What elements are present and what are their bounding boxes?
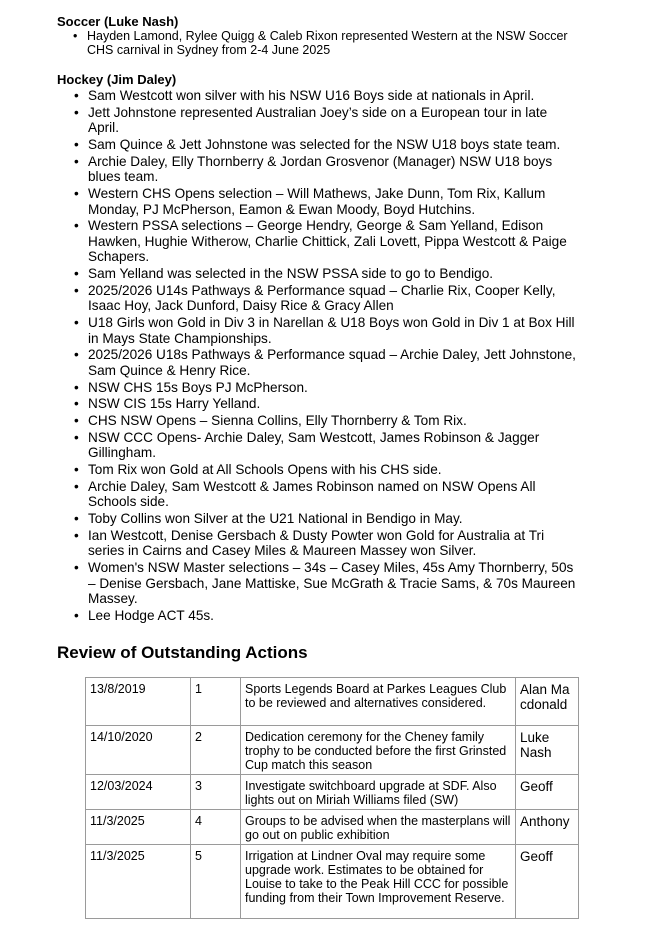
table-row: [86, 678, 579, 726]
list-item: • 2025/2026 U18s Pathways & Performance squad – Archie Daley, Jett Johnstone, Sam Quince & Henry Rice.: [57, 347, 577, 378]
date-cell: 13/8/2019: [86, 678, 191, 726]
owner-cell: Geoff: [516, 775, 579, 810]
list-item: • Ian Westcott, Denise Gersbach & Dusty Powter won Gold for Australia at Tri series in Cairns and Casey Miles & Maureen Massey won Silver.: [57, 528, 577, 559]
actions-table: [85, 677, 579, 919]
review-heading: Review of Outstanding Actions: [57, 643, 308, 662]
owner-cell: Anthony: [516, 810, 579, 845]
action-cell: Investigate switchboard upgrade at SDF. Also lights out on Miriah Williams filed (SW): [241, 775, 516, 810]
owner-cell: Luke Nash: [516, 726, 579, 775]
list-item: • Archie Daley, Elly Thornberry & Jordan Grosvenor (Manager) NSW U18 boys blues team.: [57, 154, 577, 185]
number-cell: 4: [191, 810, 241, 845]
list-item: • Jett Johnstone represented Australian Joey’s side on a European tour in late April.: [57, 105, 577, 136]
owner-cell: Alan Macdonald: [516, 678, 579, 726]
list-item: • NSW CCC Opens- Archie Daley, Sam Westcott, James Robinson & Jagger Gillingham.: [57, 430, 577, 461]
number-cell: 5: [191, 845, 241, 919]
list-item: • Archie Daley, Sam Westcott & James Robinson named on NSW Opens All Schools side.: [57, 479, 577, 510]
date-cell: 11/3/2025: [86, 845, 191, 919]
list-item: • Western PSSA selections – George Hendry, George & Sam Yelland, Edison Hawken, Hughie Witherow, Charlie Chittick, Zali Lovett, Pippa Westcott & Paige Schapers.: [57, 218, 577, 265]
date-cell: 12/03/2024: [86, 775, 191, 810]
list-item: • Sam Westcott won silver with his NSW U16 Boys side at nationals in April.: [57, 88, 577, 104]
table-row: [86, 845, 579, 919]
action-cell: Sports Legends Board at Parkes Leagues Club to be reviewed and alternatives considered.: [241, 678, 516, 726]
soccer-list: [57, 29, 597, 57]
list-item: • Women's NSW Master selections – 34s – Casey Miles, 45s Amy Thornberry, 50s – Denise Gersbach, Jane Mattiske, Sue McGrath & Tracie Sams, & 70s Maureen Massey.: [57, 560, 577, 607]
owner-cell: Geoff: [516, 845, 579, 919]
number-cell: 1: [191, 678, 241, 726]
list-item: • Sam Yelland was selected in the NSW PSSA side to go to Bendigo.: [57, 266, 577, 282]
date-cell: 11/3/2025: [86, 810, 191, 845]
list-item: • Tom Rix won Gold at All Schools Opens with his CHS side.: [57, 462, 577, 478]
list-item: • 2025/2026 U14s Pathways & Performance squad – Charlie Rix, Cooper Kelly, Isaac Hoy, Jack Dunford, Daisy Rice & Gracy Allen: [57, 283, 577, 314]
action-cell: Irrigation at Lindner Oval may require some upgrade work. Estimates to be obtained for Louise to take to the Peak Hill CCC for possible funding from their Town Improvement Reserve.: [241, 845, 516, 919]
date-cell: 14/10/2020: [86, 726, 191, 775]
table-row: [86, 775, 579, 810]
table-row: [86, 726, 579, 775]
soccer-heading: Soccer (Luke Nash): [57, 14, 179, 29]
list-item: • NSW CIS 15s Harry Yelland.: [57, 396, 577, 412]
hockey-heading: Hockey (Jim Daley): [57, 72, 177, 87]
list-item: • Western CHS Opens selection – Will Mathews, Jake Dunn, Tom Rix, Kallum Monday, PJ McPherson, Eamon & Ewan Moody, Boyd Hutchins.: [57, 186, 577, 217]
list-item: • NSW CHS 15s Boys PJ McPherson.: [57, 380, 577, 396]
list-item: • CHS NSW Opens – Sienna Collins, Elly Thornberry & Tom Rix.: [57, 413, 577, 429]
number-cell: 2: [191, 726, 241, 775]
number-cell: 3: [191, 775, 241, 810]
list-item: • Sam Quince & Jett Johnstone was selected for the NSW U18 boys state team.: [57, 137, 577, 153]
list-item: • Hayden Lamond, Rylee Quigg & Caleb Rixon represented Western at the NSW Soccer CHS carnival in Sydney from 2-4 June 2025: [57, 29, 597, 57]
list-item: • Toby Collins won Silver at the U21 National in Bendigo in May.: [57, 511, 577, 527]
hockey-list: [57, 88, 577, 624]
table-row: [86, 810, 579, 845]
list-item: • Lee Hodge ACT 45s.: [57, 608, 577, 624]
action-cell: Groups to be advised when the masterplans will go out on public exhibition: [241, 810, 516, 845]
list-item: • U18 Girls won Gold in Div 3 in Narellan & U18 Boys won Gold in Div 1 at Box Hill in Mays State Championships.: [57, 315, 577, 346]
action-cell: Dedication ceremony for the Cheney family trophy to be conducted before the first Grinsted Cup match this season: [241, 726, 516, 775]
